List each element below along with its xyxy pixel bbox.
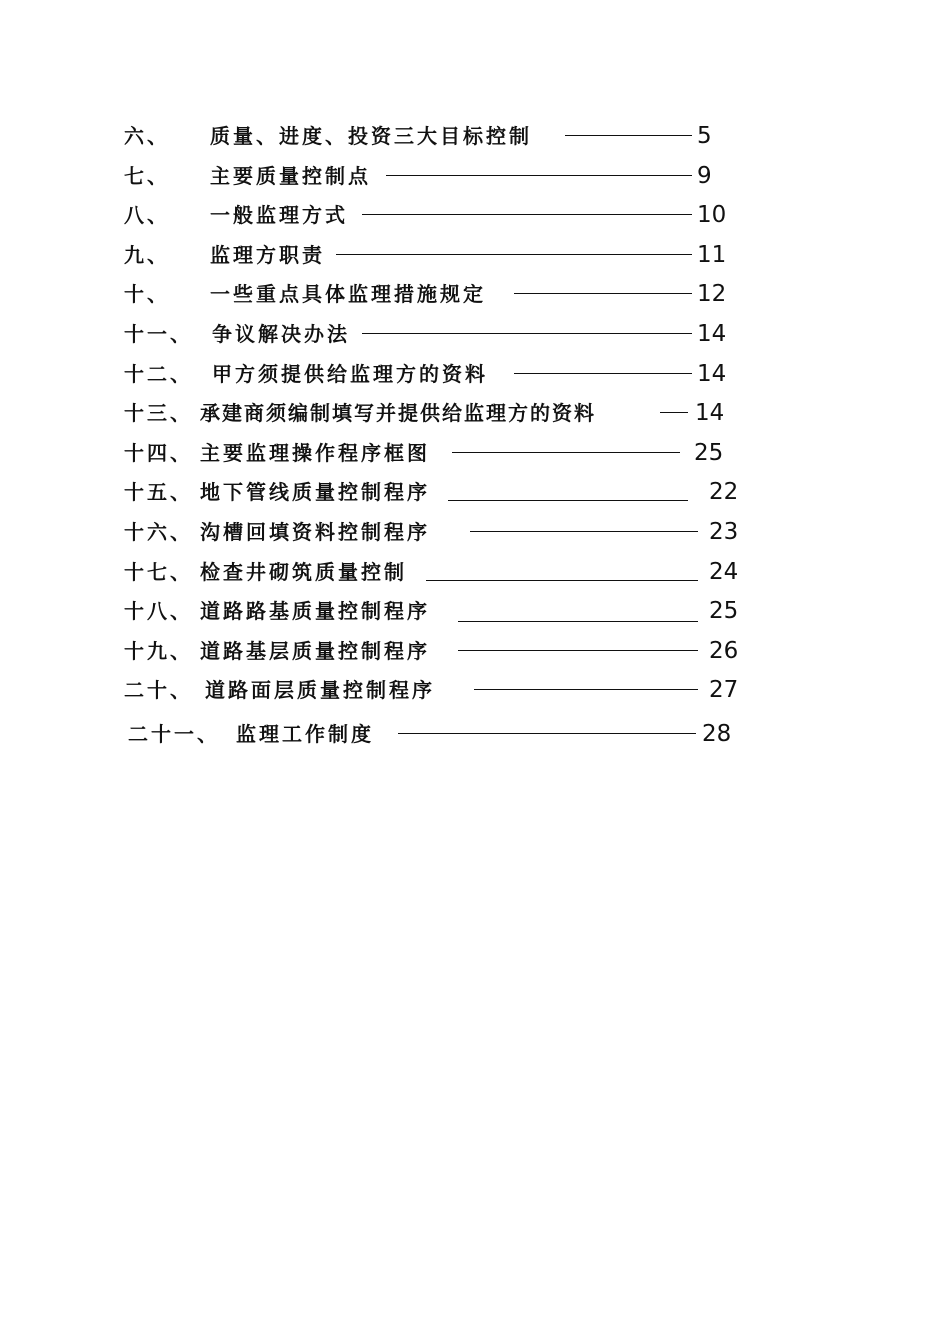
toc-entry-20 (0, 670, 950, 710)
toc-entry-title: 道路面层质量控制程序 (205, 678, 435, 702)
toc-entry-number: 九、 (124, 243, 170, 267)
toc-entry-page: 14 (695, 400, 725, 426)
toc-entry-page: 23 (709, 519, 739, 545)
toc-entry-title: 甲方须提供给监理方的资料 (212, 362, 488, 386)
toc-entry-title: 主要监理操作程序框图 (200, 441, 430, 465)
toc-entry-number: 十一、 (124, 322, 193, 346)
toc-leader-line (386, 175, 692, 176)
toc-leader-line (458, 621, 698, 622)
toc-entry-17 (0, 552, 950, 592)
toc-entry-page: 11 (697, 242, 727, 268)
toc-entry-8 (0, 195, 950, 235)
toc-leader-line (470, 531, 698, 532)
toc-entry-number: 八、 (124, 203, 170, 227)
toc-entry-number: 十七、 (124, 560, 193, 584)
toc-entry-9 (0, 235, 950, 275)
toc-entry-13 (0, 393, 950, 433)
toc-entry-page: 14 (697, 321, 727, 347)
toc-entry-title: 道路路基质量控制程序 (200, 599, 430, 623)
toc-leader-line (514, 293, 692, 294)
toc-entry-number: 十五、 (124, 480, 193, 504)
toc-leader-line (362, 214, 692, 215)
toc-entry-6 (0, 116, 950, 156)
toc-entry-21 (0, 714, 950, 754)
toc-leader-line (448, 500, 688, 501)
toc-entry-title: 主要质量控制点 (210, 164, 371, 188)
toc-entry-18 (0, 591, 950, 631)
toc-entry-number: 七、 (124, 164, 170, 188)
toc-entry-page: 14 (697, 361, 727, 387)
toc-entry-title: 一般监理方式 (210, 203, 348, 227)
toc-entry-16 (0, 512, 950, 552)
toc-leader-line (474, 689, 698, 690)
toc-entry-title: 承建商须编制填写并提供给监理方的资料 (200, 401, 596, 425)
toc-entry-number: 十六、 (124, 520, 193, 544)
toc-entry-19 (0, 631, 950, 671)
toc-leader-line (398, 733, 696, 734)
toc-entry-page: 10 (697, 202, 727, 228)
toc-entry-title: 监理工作制度 (236, 722, 374, 746)
toc-entry-12 (0, 354, 950, 394)
toc-entry-title: 质量、进度、投资三大目标控制 (210, 124, 532, 148)
toc-leader-line (362, 333, 692, 334)
toc-entry-number: 六、 (124, 124, 170, 148)
toc-entry-page: 5 (697, 123, 712, 149)
toc-entry-page: 9 (697, 163, 712, 189)
toc-entry-number: 二十一、 (128, 722, 220, 746)
toc-entry-title: 检查井砌筑质量控制 (200, 560, 407, 584)
toc-entry-page: 12 (697, 281, 727, 307)
toc-leader-line (452, 452, 680, 453)
toc-leader-line (458, 650, 698, 651)
toc-entry-11 (0, 314, 950, 354)
toc-entry-number: 十、 (124, 282, 170, 306)
toc-entry-title: 道路基层质量控制程序 (200, 639, 430, 663)
toc-entry-15 (0, 472, 950, 512)
toc-entry-number: 十四、 (124, 441, 193, 465)
toc-entry-title: 一些重点具体监理措施规定 (210, 282, 486, 306)
toc-entry-page: 26 (709, 638, 739, 664)
toc-entry-page: 27 (709, 677, 739, 703)
toc-entry-7 (0, 156, 950, 196)
toc-entry-title: 地下管线质量控制程序 (200, 480, 430, 504)
toc-entry-number: 十二、 (124, 362, 193, 386)
toc-leader-line (660, 412, 688, 413)
toc-entry-title: 监理方职责 (210, 243, 325, 267)
toc-entry-number: 二十、 (124, 678, 193, 702)
toc-entry-page: 28 (702, 721, 732, 747)
toc-leader-line (565, 135, 692, 136)
toc-leader-line (514, 373, 692, 374)
toc-entry-14 (0, 433, 950, 473)
toc-leader-line (426, 580, 698, 581)
toc-leader-line (336, 254, 692, 255)
toc-entry-title: 争议解决办法 (212, 322, 350, 346)
toc-entry-10 (0, 274, 950, 314)
toc-entry-page: 24 (709, 559, 739, 585)
toc-entry-number: 十三、 (124, 401, 193, 425)
toc-entry-number: 十九、 (124, 639, 193, 663)
toc-entry-page: 25 (709, 598, 739, 624)
toc-entry-number: 十八、 (124, 599, 193, 623)
toc-entry-page: 22 (709, 479, 739, 505)
toc-entry-title: 沟槽回填资料控制程序 (200, 520, 430, 544)
toc-entry-page: 25 (694, 440, 724, 466)
